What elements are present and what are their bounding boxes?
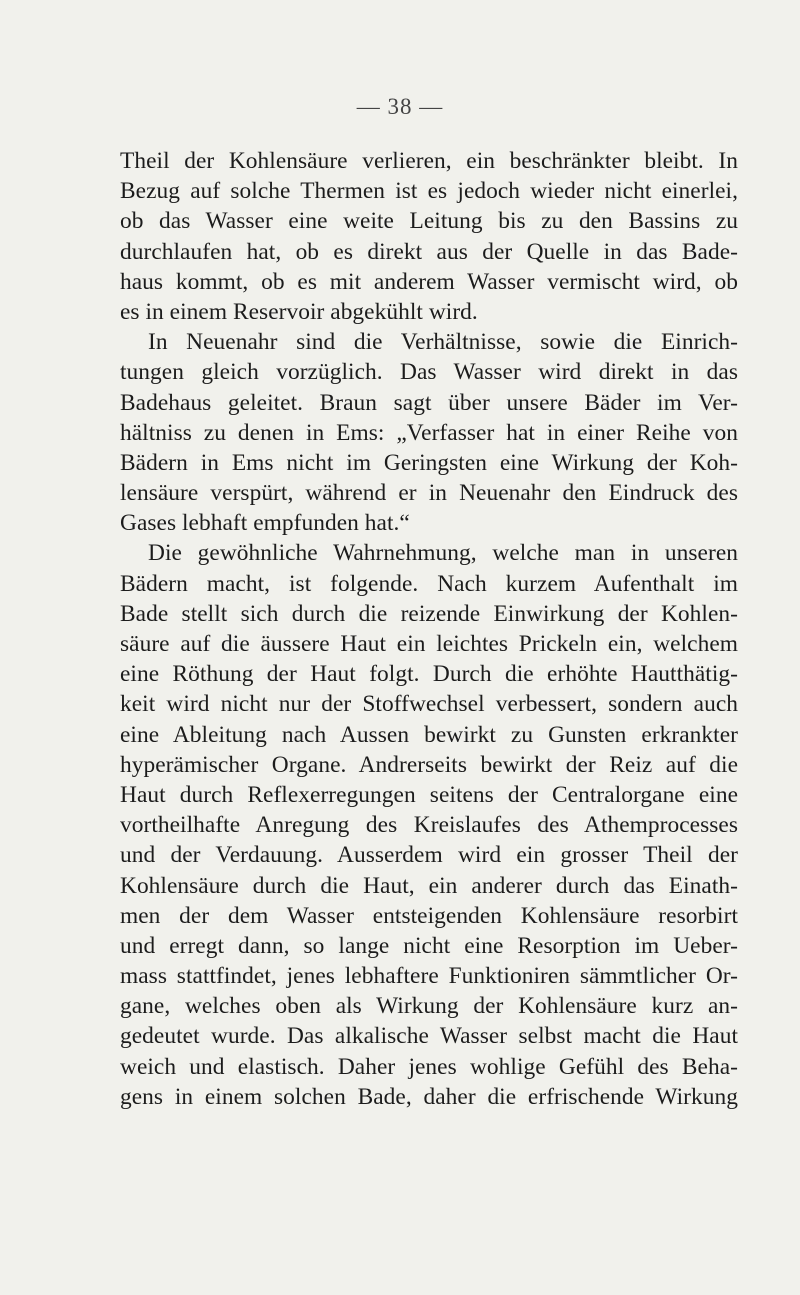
text-line: Bädern macht, ist folgende. Nach kurzem Aufenthalt im: [120, 570, 738, 597]
text-line: mass stattfindet, jenes lebhaftere Funktioniren sämmtlicher Or-: [120, 963, 738, 990]
text-line: gens in einem solchen Bade, daher die erfrischende Wirkung: [120, 1083, 738, 1110]
text-line: hältniss zu denen in Ems: „Verfasser hat in einer Reihe von: [120, 419, 738, 446]
text-line: Die gewöhnliche Wahrnehmung, welche man in unseren: [148, 540, 738, 567]
text-line: Bezug auf solche Thermen ist es jedoch wieder nicht einerlei,: [120, 178, 738, 205]
text-line: und erregt dann, so lange nicht eine Resorption im Ueber-: [120, 932, 738, 959]
text-line: In Neuenahr sind die Verhältnisse, sowie die Einrich-: [148, 329, 738, 356]
text-line: durchlaufen hat, ob es direkt aus der Quelle in das Bade-: [120, 238, 738, 265]
text-line: tungen gleich vorzüglich. Das Wasser wird direkt in das: [120, 359, 738, 386]
text-line: gane, welches oben als Wirkung der Kohlensäure kurz an-: [120, 993, 738, 1020]
text-line: Kohlensäure durch die Haut, ein anderer durch das Einath-: [120, 872, 738, 899]
page-number: — 38 —: [356, 94, 444, 119]
body-text: [120, 146, 738, 1112]
text-line: gedeutet wurde. Das alkalische Wasser selbst macht die Haut: [120, 1023, 738, 1050]
text-line: vortheilhafte Anregung des Kreislaufes des Athemprocesses: [120, 812, 738, 839]
text-line: lensäure verspürt, während er in Neuenahr den Eindruck des: [120, 480, 738, 507]
text-line: eine Ableitung nach Aussen bewirkt zu Gunsten erkrankter: [120, 721, 738, 748]
text-line: und der Verdauung. Ausserdem wird ein grosser Theil der: [120, 842, 738, 869]
text-line: Bade stellt sich durch die reizende Einwirkung der Kohlen-: [120, 600, 738, 627]
text-line: Gases lebhaft empfunden hat.“: [120, 510, 410, 537]
text-line: Haut durch Reflexerregungen seitens der Centralorgane eine: [120, 781, 738, 808]
text-line: säure auf die äussere Haut ein leichtes Prickeln ein, welchem: [120, 631, 738, 657]
text-line: Theil der Kohlensäure verlieren, ein beschränkter bleibt. In: [120, 148, 738, 174]
text-line: ob das Wasser eine weite Leitung bis zu den Bassins zu: [120, 208, 738, 235]
text-line: haus kommt, ob es mit anderem Wasser vermischt wird, ob: [120, 268, 738, 295]
text-line: men der dem Wasser entsteigenden Kohlensäure resorbirt: [120, 902, 738, 929]
text-line: es in einem Reservoir abgekühlt wird.: [120, 298, 478, 325]
text-line: keit wird nicht nur der Stoffwechsel verbessert, sondern auch: [120, 691, 738, 718]
text-line: Bädern in Ems nicht im Geringsten eine Wirkung der Koh-: [120, 449, 738, 476]
text-line: Badehaus geleitet. Braun sagt über unsere Bäder im Ver-: [120, 389, 738, 416]
text-line: weich und elastisch. Daher jenes wohlige Gefühl des Beha-: [120, 1053, 738, 1080]
text-line: hyperämischer Organe. Andrerseits bewirkt der Reiz auf die: [120, 751, 738, 778]
text-line: eine Röthung der Haut folgt. Durch die erhöhte Hautthätig-: [120, 661, 738, 688]
